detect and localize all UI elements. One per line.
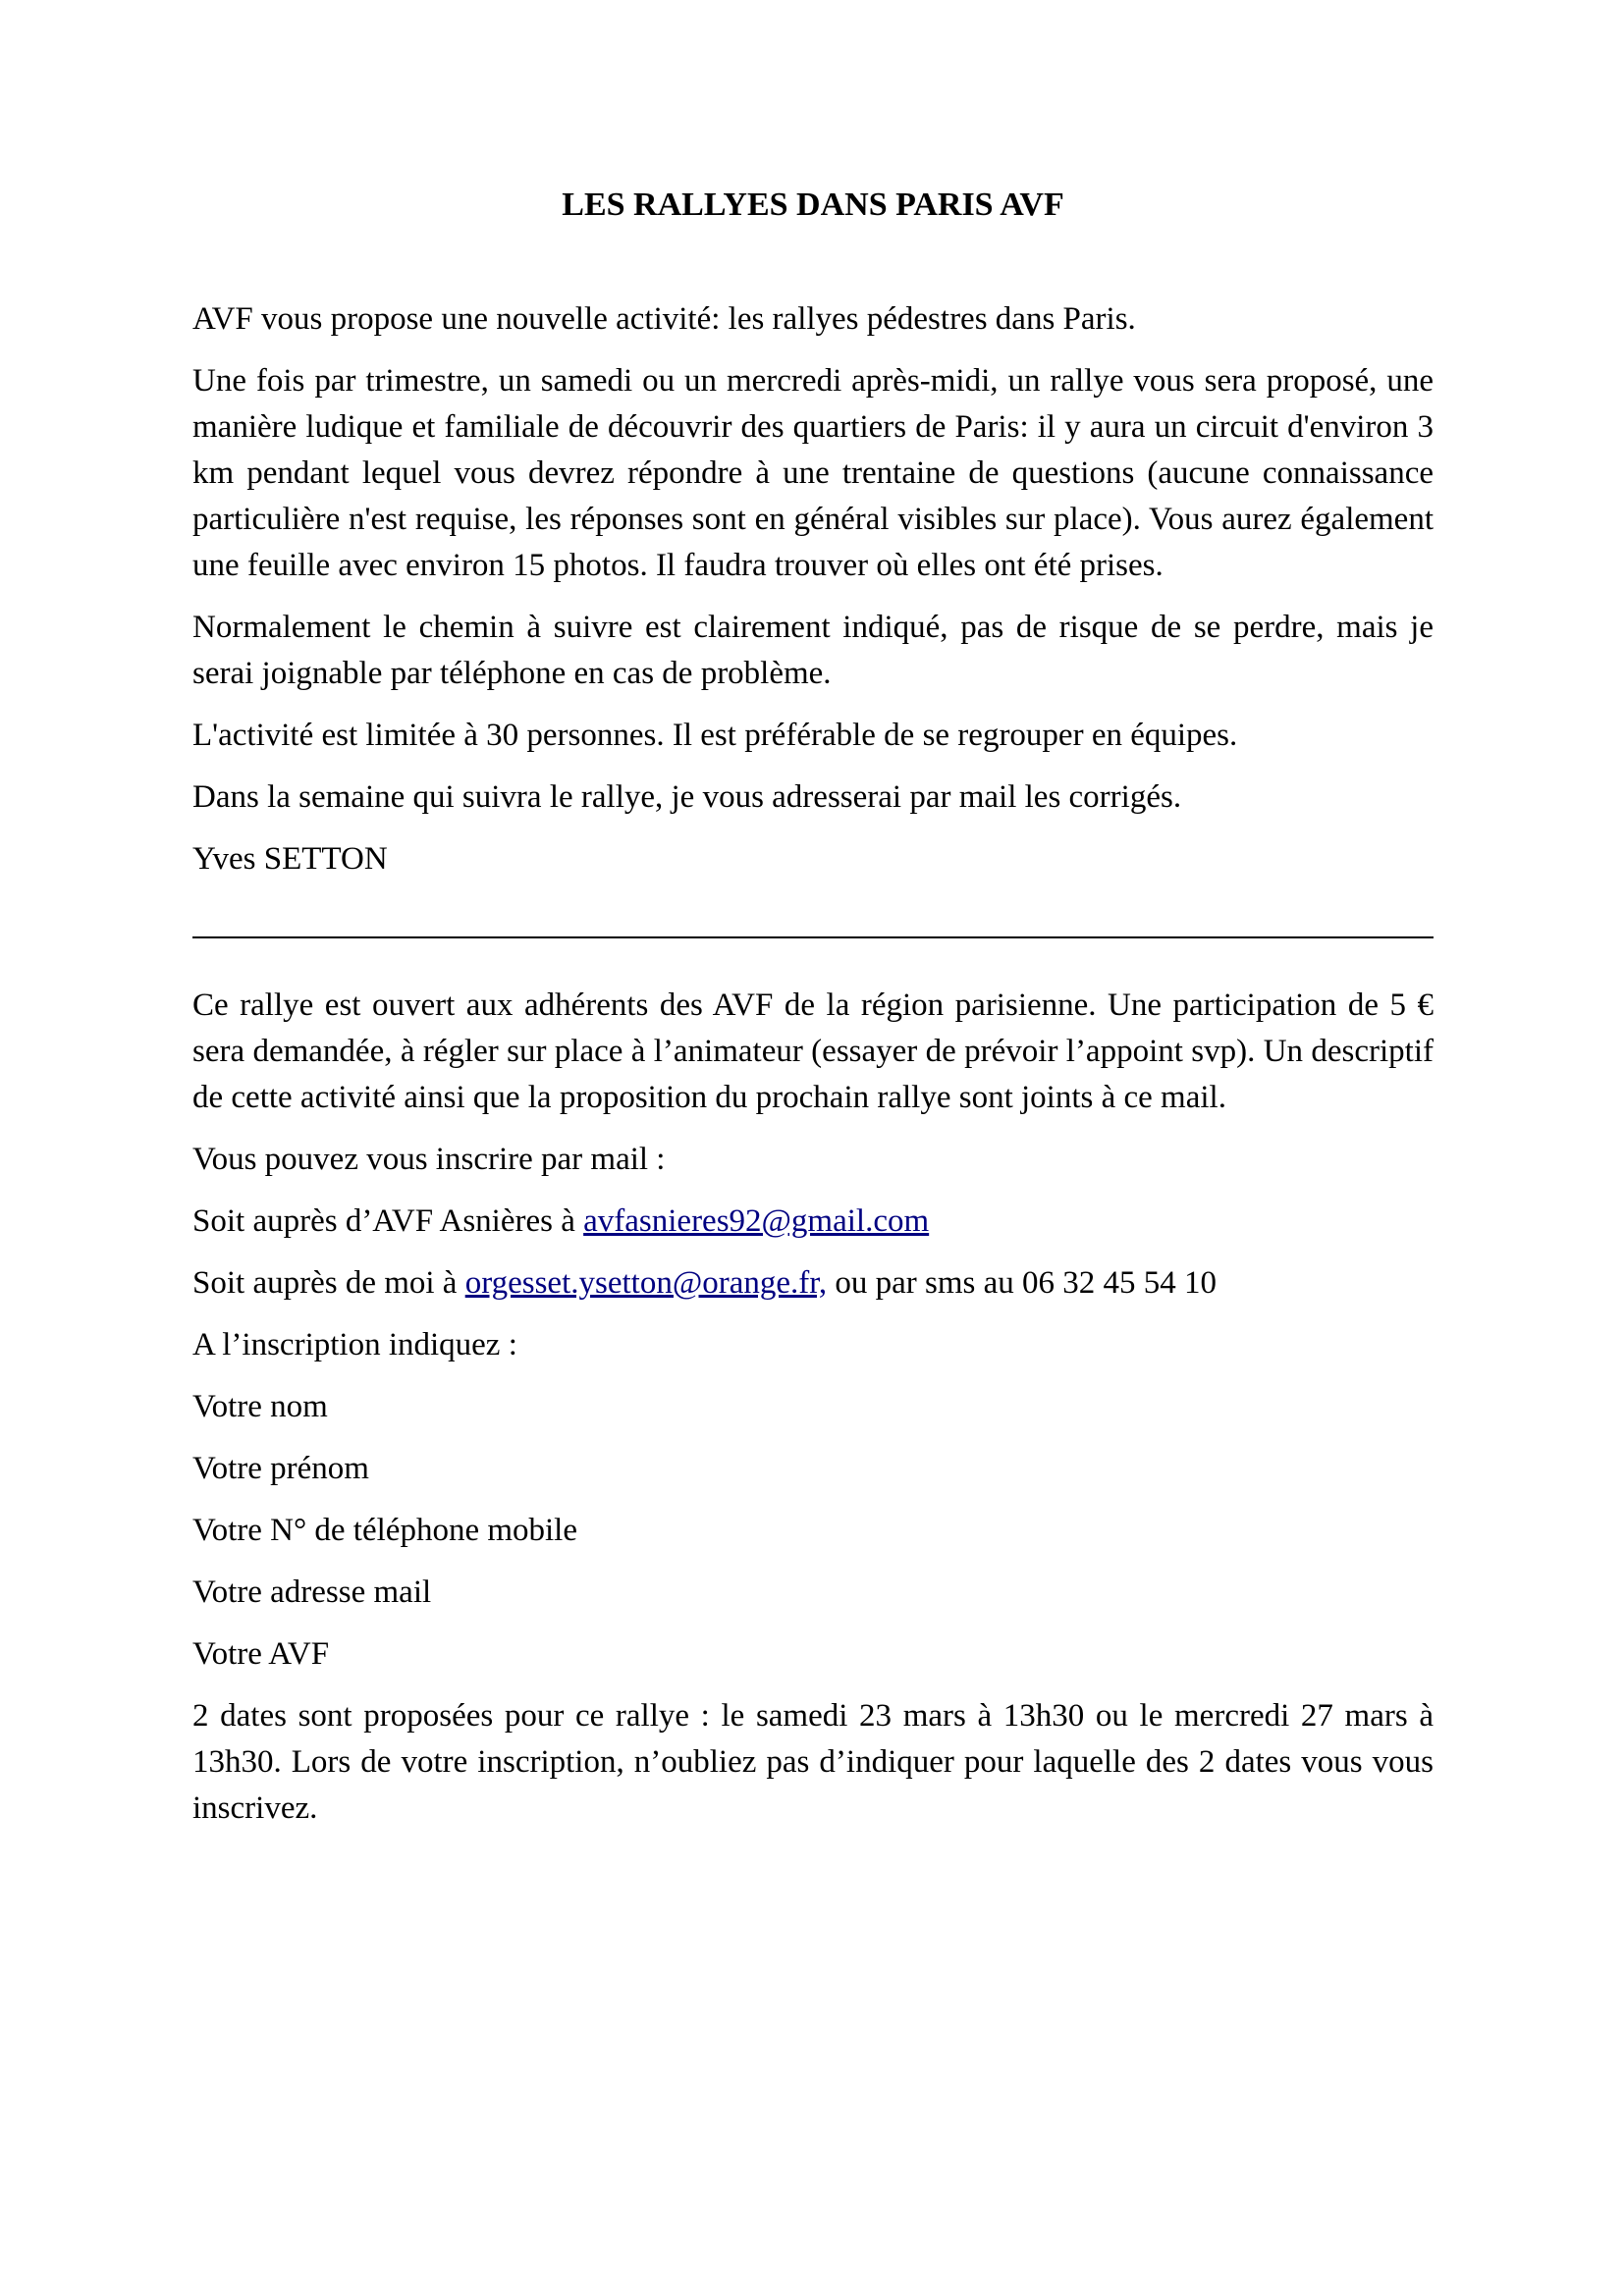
- paragraph-dates: 2 dates sont proposées pour ce rallye : le samedi 23 mars à 13h30 ou le mercredi 27 mars à 13h30. Lors de votre inscription, n’oubliez pas d’indiquer pour laquelle des 2 dates vous vous inscrivez.: [192, 1698, 1434, 1826]
- field-item-telephone: Votre N° de téléphone mobile: [192, 1513, 577, 1548]
- field-item-prenom: Votre prénom: [192, 1451, 369, 1486]
- paragraph-indiquez: A l’inscription indiquez :: [192, 1327, 517, 1362]
- email-link-avfasnieres[interactable]: avfasnieres92@gmail.com: [583, 1203, 930, 1239]
- paragraph-corriges: Dans la semaine qui suivra le rallye, je vous adresserai par mail les corrigés.: [192, 779, 1182, 815]
- option1-text: Soit auprès d’AVF Asnières à: [192, 1203, 584, 1239]
- paragraph-option1: [192, 1199, 1434, 1245]
- field-item-nom: Votre nom: [192, 1389, 328, 1424]
- paragraph-participation: Ce rallye est ouvert aux adhérents des AVF de la région parisienne. Une participation de 5 € sera demandée, à régler sur place à l’animateur (essayer de prévoir l’appoint svp). Un descriptif de cette activité ainsi que la proposition du prochain rallye sont joints à ce mail.: [192, 988, 1434, 1115]
- field-item-avf: Votre AVF: [192, 1636, 330, 1672]
- paragraph-option2: [192, 1260, 1434, 1307]
- field-item-adresse-mail: Votre adresse mail: [192, 1575, 432, 1610]
- email-link-orgesset[interactable]: orgesset.ysetton@orange.fr,: [464, 1265, 828, 1301]
- option2-suffix-text: ou par sms au 06 32 45 54 10: [827, 1265, 1218, 1301]
- paragraph-description: Une fois par trimestre, un samedi ou un mercredi après-midi, un rallye vous sera proposé, une manière ludique et familiale de découvrir des quartiers de Paris: il y aura un circuit d'environ 3 km pendant lequel vous devrez répondre à une trentaine de questions (aucune connaissance particulière n'est requise, les réponses sont en général visibles sur place). Vous aurez également une feuille avec environ 15 photos. Il faudra trouver où elles ont été prises.: [192, 363, 1434, 583]
- paragraph-limite: L'activité est limitée à 30 personnes. Il est préférable de se regrouper en équipes.: [192, 718, 1238, 753]
- page-title: LES RALLYES DANS PARIS AVF: [562, 187, 1064, 223]
- option2-text: Soit auprès de moi à: [192, 1265, 465, 1301]
- paragraph-inscrire: Vous pouvez vous inscrire par mail :: [192, 1142, 666, 1177]
- signature: Yves SETTON: [192, 841, 388, 877]
- horizontal-divider: [192, 936, 1434, 938]
- paragraph-intro: AVF vous propose une nouvelle activité: les rallyes pédestres dans Paris.: [192, 301, 1136, 337]
- paragraph-chemin: Normalement le chemin à suivre est clairement indiqué, pas de risque de se perdre, mais je serai joignable par téléphone en cas de problème.: [192, 610, 1434, 691]
